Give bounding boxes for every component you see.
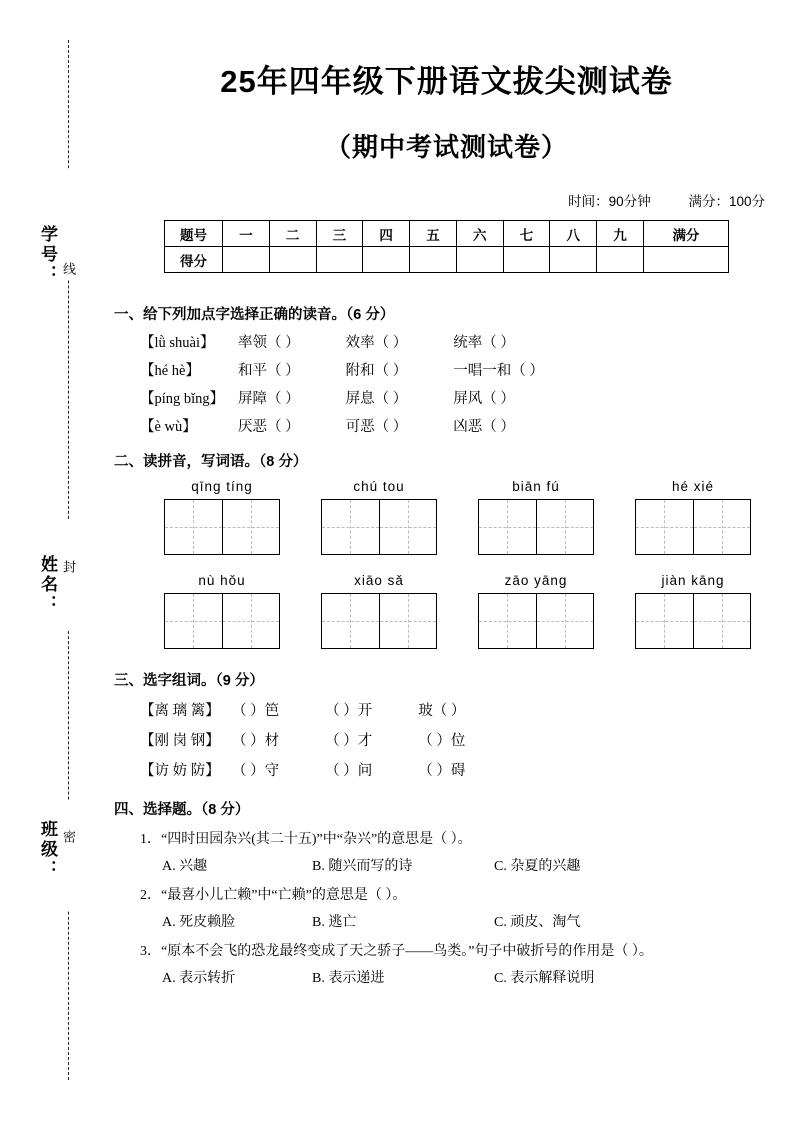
- writing-grid[interactable]: [478, 499, 594, 555]
- score-table-header-cell: 题号: [165, 221, 223, 247]
- pinyin-label: jiàn kāng: [661, 573, 725, 588]
- question-item[interactable]: （ ）守: [232, 763, 280, 779]
- bracket-choices: 【离 璃 篱】: [140, 703, 220, 719]
- pronunciation-row: [140, 387, 783, 408]
- section-title-4: 四、选择题。（8 分）: [114, 802, 250, 818]
- score-cell[interactable]: [456, 247, 503, 273]
- question-item[interactable]: 效率（ ）: [345, 335, 408, 351]
- pinyin-group: [319, 479, 439, 555]
- question-item[interactable]: 屏风（ ）: [453, 391, 515, 407]
- word-formation-row: [140, 699, 783, 720]
- score-cell[interactable]: [550, 247, 597, 273]
- mc-option[interactable]: A. 表示转折: [162, 971, 236, 986]
- mc-option[interactable]: C. 顽皮、淘气: [494, 915, 581, 930]
- question-item[interactable]: 屏息（ ）: [345, 391, 408, 407]
- word-formation-row: [140, 759, 783, 780]
- seal-word-secret: 密: [58, 830, 78, 843]
- seal-label-class: 班级：: [38, 820, 57, 880]
- score-table: [164, 220, 729, 273]
- mc-question-stem[interactable]: 1．“四时田园杂兴(其二十五)”中“杂兴”的意思是（ ）。: [140, 832, 472, 847]
- mc-option[interactable]: C. 杂夏的兴趣: [494, 859, 581, 874]
- score-cell[interactable]: [363, 247, 410, 273]
- score-table-header-cell: 二: [269, 221, 316, 247]
- pronunciation-row: [140, 415, 783, 436]
- question-item[interactable]: （ ）才: [325, 733, 373, 749]
- writing-grid[interactable]: [635, 593, 751, 649]
- score-cell[interactable]: [410, 247, 457, 273]
- question-item[interactable]: （ ）碍: [418, 763, 466, 779]
- score-cell[interactable]: [503, 247, 550, 273]
- score-table-header-cell: 七: [503, 221, 550, 247]
- exam-paper: [100, 0, 793, 1122]
- score-table-header-cell: 五: [410, 221, 457, 247]
- question-item[interactable]: 厌恶（ ）: [238, 419, 300, 435]
- mc-option-list: [162, 855, 783, 875]
- bracket-choices: 【píng bǐng】: [140, 391, 225, 407]
- question-item[interactable]: （ ）笆: [232, 703, 280, 719]
- question-item[interactable]: 屏障（ ）: [238, 391, 300, 407]
- writing-grid[interactable]: [164, 499, 280, 555]
- seal-word-seal: 封: [58, 560, 78, 573]
- mc-question-stem[interactable]: 3．“原本不会飞的恐龙最终变成了天之骄子——鸟类。”句子中破折号的作用是（ ）。: [140, 944, 653, 959]
- pronunciation-row: [140, 359, 783, 380]
- seal-label-name: 姓名：: [38, 555, 57, 615]
- pinyin-group: [476, 573, 596, 649]
- mc-option[interactable]: C. 表示解释说明: [494, 971, 595, 986]
- writing-grid[interactable]: [635, 499, 751, 555]
- word-formation-row: [140, 729, 783, 750]
- writing-grid[interactable]: [164, 593, 280, 649]
- question-item[interactable]: （ ）开: [325, 703, 373, 719]
- mc-option[interactable]: B. 逃亡: [312, 915, 357, 930]
- question-item[interactable]: 附和（ ）: [345, 363, 408, 379]
- bracket-choices: 【访 妨 防】: [140, 763, 220, 779]
- score-cell[interactable]: [223, 247, 270, 273]
- question-item[interactable]: 和平（ ）: [238, 363, 300, 379]
- seal-margin: [0, 0, 100, 1122]
- pinyin-label: hé xié: [671, 479, 715, 494]
- question-item[interactable]: 率领（ ）: [238, 335, 300, 351]
- page-title: 25年四年级下册语文拔尖测试卷: [220, 64, 673, 99]
- score-cell[interactable]: [643, 247, 728, 273]
- score-table-header-cell: 八: [550, 221, 597, 247]
- pinyin-label: zāo yāng: [504, 573, 568, 588]
- table-row: [165, 247, 729, 273]
- pinyin-label: biān fú: [512, 479, 560, 494]
- pinyin-row-1: [162, 479, 753, 555]
- question-item[interactable]: （ ）位: [418, 733, 466, 749]
- section-title-1: 一、给下列加点字选择正确的读音。（6 分）: [114, 307, 395, 323]
- mc-option[interactable]: A. 兴趣: [162, 859, 208, 874]
- mc-option[interactable]: B. 表示递进: [312, 971, 385, 986]
- writing-grid[interactable]: [321, 593, 437, 649]
- score-table-header-cell: 满分: [643, 221, 728, 247]
- exam-meta: [100, 190, 793, 210]
- seal-gap-3: [60, 800, 78, 910]
- score-table-row-label: 得分: [165, 247, 223, 273]
- score-table-header-cell: 六: [456, 221, 503, 247]
- pinyin-group: [476, 479, 596, 555]
- score-table-header-cell: 四: [363, 221, 410, 247]
- pinyin-label: xiāo sǎ: [354, 573, 404, 588]
- seal-word-line: 线: [58, 262, 78, 275]
- question-item[interactable]: 玻（ ）: [418, 703, 466, 719]
- score-table-header-cell: 一: [223, 221, 270, 247]
- pinyin-group: [633, 573, 753, 649]
- pinyin-label: chú tou: [353, 479, 405, 494]
- mc-option[interactable]: A. 死皮赖脸: [162, 915, 236, 930]
- pinyin-group: [319, 573, 439, 649]
- bracket-choices: 【刚 岗 钢】: [140, 733, 220, 749]
- mc-option-list: [162, 967, 783, 987]
- score-cell[interactable]: [316, 247, 363, 273]
- score-cell[interactable]: [269, 247, 316, 273]
- mc-option[interactable]: B. 随兴而写的诗: [312, 859, 413, 874]
- pronunciation-row: [140, 331, 783, 352]
- question-item[interactable]: （ ）问: [325, 763, 373, 779]
- pinyin-group: [633, 479, 753, 555]
- score-cell[interactable]: [597, 247, 644, 273]
- writing-grid[interactable]: [321, 499, 437, 555]
- pinyin-row-2: [162, 573, 753, 649]
- writing-grid[interactable]: [478, 593, 594, 649]
- score-table-header-cell: 九: [597, 221, 644, 247]
- question-item[interactable]: 一唱一和（ ）: [453, 363, 544, 379]
- pinyin-label: nù hǒu: [198, 573, 246, 588]
- page-subtitle: （期中考试测试卷）: [324, 132, 568, 162]
- question-item[interactable]: 凶恶（ ）: [453, 419, 515, 435]
- section-title-3: 三、选字组词。（9 分）: [114, 673, 264, 689]
- exam-total-score: 满分：100分: [688, 194, 765, 209]
- table-row: [165, 221, 729, 247]
- exam-body: [100, 303, 793, 987]
- bracket-choices: 【è wù】: [140, 419, 197, 435]
- question-item[interactable]: （ ）材: [232, 733, 280, 749]
- pinyin-label: qīng tíng: [191, 479, 253, 494]
- bracket-choices: 【hé hè】: [140, 363, 200, 379]
- bracket-choices: 【lǜ shuài】: [140, 335, 215, 351]
- pinyin-group: [162, 479, 282, 555]
- exam-duration: 时间：90分钟: [568, 194, 651, 209]
- seal-label-student-id: 学号：: [38, 225, 57, 285]
- mc-question-stem[interactable]: 2．“最喜小儿亡赖”中“亡赖”的意思是（ ）。: [140, 888, 407, 903]
- section-title-2: 二、读拼音，写词语。（8 分）: [114, 454, 308, 470]
- question-item[interactable]: 统率（ ）: [453, 335, 515, 351]
- question-item[interactable]: 可恶（ ）: [345, 419, 408, 435]
- mc-option-list: [162, 911, 783, 931]
- pinyin-group: [162, 573, 282, 649]
- score-table-header-cell: 三: [316, 221, 363, 247]
- seal-gap-2: [60, 520, 78, 630]
